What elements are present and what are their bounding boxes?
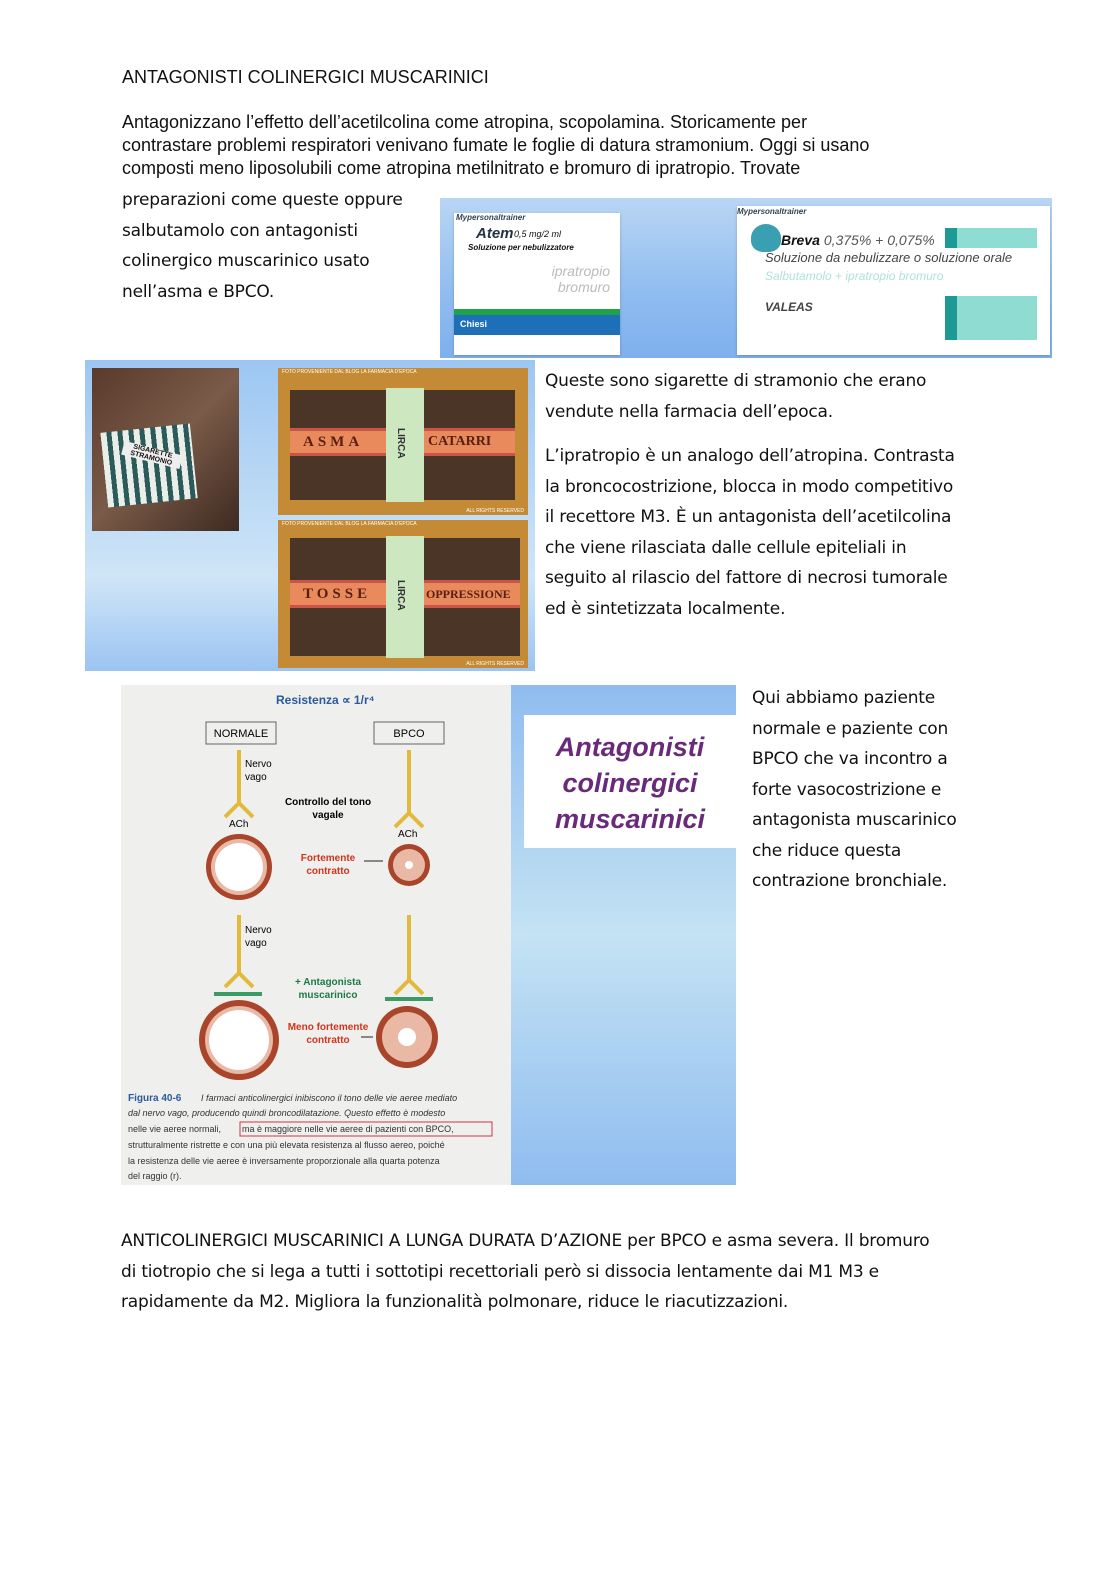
product-name: Atem	[476, 225, 514, 242]
resistance-formula: Resistenza ∝ 1/r⁴	[276, 693, 375, 707]
drug-line: bromuro	[557, 279, 610, 295]
caption-label: Figura 40-6	[128, 1093, 182, 1104]
caption-highlight: ma è maggiore nelle vie aeree di pazienti con BPCO,	[242, 1124, 454, 1134]
normal-label: NORMALE	[213, 728, 269, 740]
box-label: CATARRI	[428, 434, 492, 449]
photo-caption: FOTO PROVENIENTE DAL BLOG LA FARMACIA D'EPOCA	[282, 521, 417, 527]
watermark-brand: Mypersonaltrainer	[737, 207, 807, 216]
product-drug	[552, 263, 610, 295]
product-drug: Salbutamolo + ipratropio bromuro	[765, 269, 944, 283]
text-line: la broncocostrizione, blocca in modo competitivo	[545, 476, 954, 497]
nerve-label: vago	[245, 938, 267, 949]
text-line: che riduce questa	[752, 840, 902, 861]
text-line: contrazione bronchiale.	[752, 871, 948, 891]
cigarettes-panel	[85, 360, 535, 671]
product-name: Breva	[781, 232, 820, 248]
text-line: seguito al rilascio del fattore di necrosi tumorale	[545, 568, 948, 588]
caption-line: la resistenza delle vie aeree è inversamente proporzionale alla quarta potenza	[128, 1156, 440, 1166]
text-line: colinergico muscarinico usato	[122, 251, 370, 271]
ipratropio-text	[545, 441, 955, 624]
tosse-oppressione-photo	[278, 520, 528, 668]
photo-caption: FOTO PROVENIENTE DAL BLOG LA FARMACIA D'EPOCA	[282, 369, 417, 375]
watermark-brand: Mypersonaltrainer	[456, 213, 526, 222]
text-line: Qui abbiamo paziente	[752, 688, 936, 708]
text-line: Queste sono sigarette di stramonio che erano	[545, 371, 927, 391]
maker-logo: VALEAS	[765, 300, 813, 314]
product-form: Soluzione per nebulizzatore	[468, 243, 574, 252]
text-line: ANTICOLINERGICI MUSCARINICI A LUNGA DURATA D’AZIONE per BPCO e asma severa. Il bromuro	[121, 1231, 930, 1251]
control-label: vagale	[312, 810, 344, 821]
intro-continuation	[122, 185, 403, 307]
slide-title-line: muscarinici	[554, 804, 706, 834]
intro-paragraph	[122, 111, 869, 180]
text-line: il recettore M3. È un antagonista dell’acetilcolina	[545, 507, 952, 527]
less-label: Meno fortemente	[287, 1022, 369, 1033]
slide-title-line: Antagonisti	[555, 732, 705, 762]
text-line: nell’asma e BPCO.	[122, 281, 275, 302]
text-line: normale e paziente con	[752, 718, 949, 739]
text-line: di tiotropio che si lega a tutti i sottotipi recettoriali però si dissocia lentamente dai M1 M3 e	[121, 1261, 879, 1282]
drug-line: ipratropio	[551, 263, 610, 279]
box-label: OPPRESSIONE	[426, 587, 511, 601]
product-dose: 0,375% + 0,075%	[823, 232, 935, 248]
slide-title-line: colinergici	[562, 768, 698, 798]
text-line: rapidamente da M2. Migliora la funzionalità polmonare, riduce le riacutizzazioni.	[121, 1292, 789, 1312]
text-line: antagonista muscarinico	[752, 810, 957, 830]
patient-text	[752, 683, 957, 897]
nerve-label: Nervo	[245, 925, 272, 936]
nerve-label: Nervo	[245, 759, 272, 770]
maker-logo: Chiesi	[454, 315, 620, 335]
box-label: TOSSE	[303, 586, 372, 602]
text-line: Antagonizzano l’effetto dell’acetilcolina come atropina, scopolamina. Storicamente per	[122, 112, 808, 132]
caption-line: strutturalmente ristrette e con una più elevata resistenza al flusso aereo, poiché	[128, 1140, 445, 1150]
stramonio-cigarettes-photo	[92, 368, 239, 531]
antagonist-label: muscarinico	[298, 990, 358, 1001]
antagonist-label: + Antagonista	[294, 977, 362, 988]
atem-package-image	[454, 213, 620, 355]
airway-resistance-figure	[121, 685, 511, 1185]
pack-label: SIGARETTE STRAMONIO	[121, 441, 183, 469]
slide-title	[524, 715, 736, 848]
text-line: salbutamolo con antagonisti	[122, 220, 358, 241]
strong-label: contratto	[306, 866, 350, 877]
slide-panel	[511, 685, 736, 1185]
bpco-label: BPCO	[393, 728, 425, 740]
text-line: che viene rilasciata dalle cellule epiteliali in	[545, 537, 907, 558]
text-line: BPCO che va incontro a	[752, 749, 948, 769]
text-line: vendute nella farmacia dell’epoca.	[545, 401, 833, 422]
caption-line: nelle vie aeree normali,	[128, 1124, 222, 1134]
photo-rights: ALL RIGHTS RESERVED	[466, 661, 524, 667]
band-label: LIRCA	[395, 428, 406, 459]
caption-line: dal nervo vago, producendo quindi broncodilatazione. Questo effetto è modesto	[128, 1108, 446, 1118]
text-line: preparazioni come queste oppure	[122, 190, 403, 210]
nerve-label: vago	[245, 772, 267, 783]
text-line: forte vasocostrizione e	[752, 779, 942, 800]
ach-label: ACh	[229, 819, 249, 830]
text-line: composti meno liposolubili come atropina metilnitrato e bromuro di ipratropio. Trovate	[122, 158, 801, 178]
text-line: L’ipratropio è un analogo dell’atropina. Contrasta	[545, 446, 955, 466]
product-images-panel	[440, 198, 1052, 358]
photo-rights: ALL RIGHTS RESERVED	[466, 508, 524, 514]
ach-label: ACh	[398, 829, 418, 840]
control-label: Controllo del tono	[284, 797, 372, 808]
text-line: ed è sintetizzata localmente.	[545, 598, 786, 619]
less-label: contratto	[306, 1035, 350, 1046]
caption-line: I farmaci anticolinergici inibiscono il tono delle vie aeree mediato	[201, 1093, 458, 1103]
strong-label: Fortemente	[300, 853, 356, 864]
caption-line: del raggio (r).	[128, 1171, 182, 1181]
text-line: contrastare problemi respiratori venivano fumate le foglie di datura stramonium. Oggi si usano	[122, 135, 870, 155]
product-form: Soluzione da nebulizzare o soluzione orale	[765, 250, 1013, 265]
band-label: LIRCA	[395, 580, 406, 611]
asma-catarri-photo	[278, 368, 528, 515]
box-label: ASMA	[303, 434, 364, 450]
heart-logo-icon	[751, 224, 781, 252]
cigarettes-text	[545, 366, 926, 427]
product-dose: 0,5 mg/2 ml	[514, 229, 562, 239]
page-title: ANTAGONISTI COLINERGICI MUSCARINICI	[122, 67, 489, 87]
bottom-paragraph	[121, 1226, 929, 1318]
breva-package-image	[737, 206, 1050, 355]
